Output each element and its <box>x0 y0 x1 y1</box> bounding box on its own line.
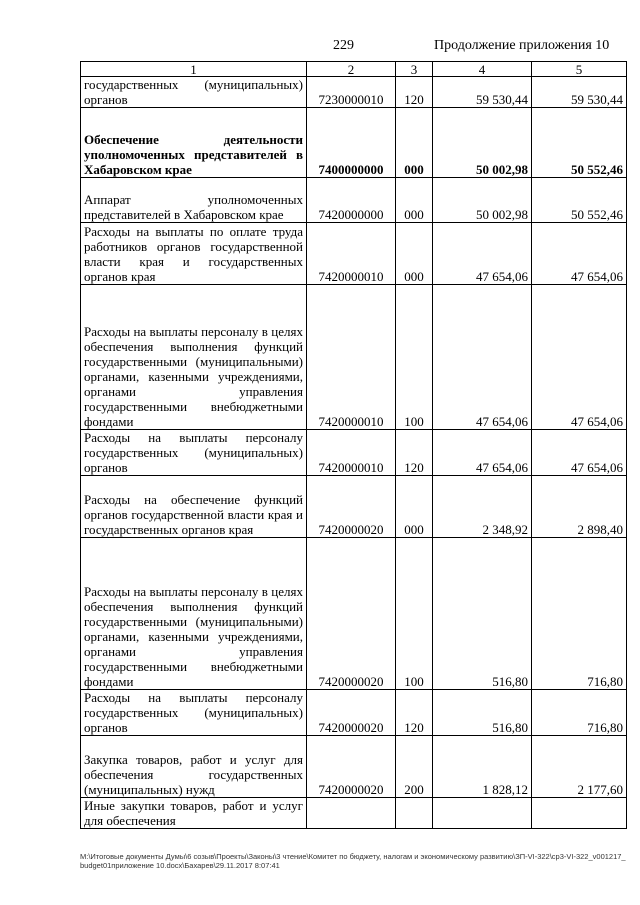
row-value-year2: 47 654,06 <box>532 223 627 285</box>
row-expense-type: 000 <box>396 178 433 223</box>
row-value-year2: 59 530,44 <box>532 77 627 108</box>
row-name: Расходы на выплаты персоналу государственных (муниципальных) органов <box>81 690 307 736</box>
table-row <box>81 690 627 736</box>
row-value-year2: 47 654,06 <box>532 430 627 476</box>
column-header: 1 <box>81 62 307 77</box>
table-header-row <box>81 62 627 77</box>
row-expense-type: 100 <box>396 538 433 690</box>
row-name: Расходы на обеспечение функций органов государственной власти края и государственных органов края <box>81 476 307 538</box>
row-code: 7230000010 <box>307 77 396 108</box>
row-name: Закупка товаров, работ и услуг для обеспечения государственных (муниципальных) нужд <box>81 736 307 798</box>
row-expense-type: 000 <box>396 223 433 285</box>
row-value-year1: 47 654,06 <box>433 430 532 476</box>
row-code: 7420000010 <box>307 285 396 430</box>
table-row <box>81 178 627 223</box>
row-name: Расходы на выплаты персоналу в целях обеспечения выполнения функций государственными (муниципальными) органами, казенными учреждениями, органами управления государственными внебюджетными фондами <box>81 285 307 430</box>
row-name: Аппарат уполномоченных представителей в Хабаровском крае <box>81 178 307 223</box>
row-value-year1: 2 348,92 <box>433 476 532 538</box>
row-code: 7420000020 <box>307 538 396 690</box>
row-code: 7420000020 <box>307 476 396 538</box>
row-name: Иные закупки товаров, работ и услуг для обеспечения <box>81 798 307 829</box>
table-row <box>81 77 627 108</box>
row-expense-type: 120 <box>396 690 433 736</box>
row-value-year2 <box>532 798 627 829</box>
row-code: 7420000010 <box>307 223 396 285</box>
table-row <box>81 285 627 430</box>
row-value-year1: 516,80 <box>433 538 532 690</box>
row-value-year2: 50 552,46 <box>532 178 627 223</box>
row-value-year1: 50 002,98 <box>433 178 532 223</box>
row-value-year2: 50 552,46 <box>532 108 627 178</box>
row-value-year2: 2 898,40 <box>532 476 627 538</box>
row-value-year1: 47 654,06 <box>433 285 532 430</box>
row-expense-type: 100 <box>396 285 433 430</box>
file-path-footer: M:\Итоговые документы Думы\6 созыв\Проекты\Законы\3 чтение\Комитет по бюджету, налогам и экономическому развитию\ЗП-VI-322\ср3-VI-322_v001217_budget01приложение 10.docx\Бахарев\29.11.2017 8:07:41 <box>80 852 626 870</box>
row-expense-type: 200 <box>396 736 433 798</box>
row-code: 7400000000 <box>307 108 396 178</box>
row-value-year1: 47 654,06 <box>433 223 532 285</box>
row-value-year2: 2 177,60 <box>532 736 627 798</box>
row-value-year2: 716,80 <box>532 690 627 736</box>
table-row <box>81 108 627 178</box>
row-name: Расходы на выплаты персоналу государственных (муниципальных) органов <box>81 430 307 476</box>
row-code: 7420000000 <box>307 178 396 223</box>
row-value-year1 <box>433 798 532 829</box>
table-row <box>81 798 627 829</box>
row-value-year2: 47 654,06 <box>532 285 627 430</box>
row-value-year1: 59 530,44 <box>433 77 532 108</box>
table-row <box>81 223 627 285</box>
table-row <box>81 538 627 690</box>
row-expense-type: 000 <box>396 476 433 538</box>
row-name: государственных (муниципальных) органов <box>81 77 307 108</box>
row-expense-type: 000 <box>396 108 433 178</box>
row-value-year1: 1 828,12 <box>433 736 532 798</box>
column-header: 2 <box>307 62 396 77</box>
budget-table <box>80 61 627 829</box>
table-row <box>81 476 627 538</box>
continuation-label: Продолжение приложения 10 <box>434 38 610 53</box>
row-expense-type: 120 <box>396 77 433 108</box>
column-header: 4 <box>433 62 532 77</box>
row-value-year1: 516,80 <box>433 690 532 736</box>
page-number: 229 <box>333 38 354 53</box>
row-code: 7420000020 <box>307 690 396 736</box>
row-code: 7420000010 <box>307 430 396 476</box>
row-value-year1: 50 002,98 <box>433 108 532 178</box>
row-code <box>307 798 396 829</box>
row-code: 7420000020 <box>307 736 396 798</box>
column-header: 3 <box>396 62 433 77</box>
table-row <box>81 430 627 476</box>
table-row <box>81 736 627 798</box>
row-name: Расходы на выплаты по оплате труда работников органов государственной власти края и государственных органов края <box>81 223 307 285</box>
row-expense-type <box>396 798 433 829</box>
column-header: 5 <box>532 62 627 77</box>
row-expense-type: 120 <box>396 430 433 476</box>
row-value-year2: 716,80 <box>532 538 627 690</box>
row-name: Обеспечение деятельности уполномоченных представителей в Хабаровском крае <box>81 108 307 178</box>
row-name: Расходы на выплаты персоналу в целях обеспечения выполнения функций государственными (муниципальными) органами, казенными учреждениями, органами управления государственными внебюджетными фондами <box>81 538 307 690</box>
